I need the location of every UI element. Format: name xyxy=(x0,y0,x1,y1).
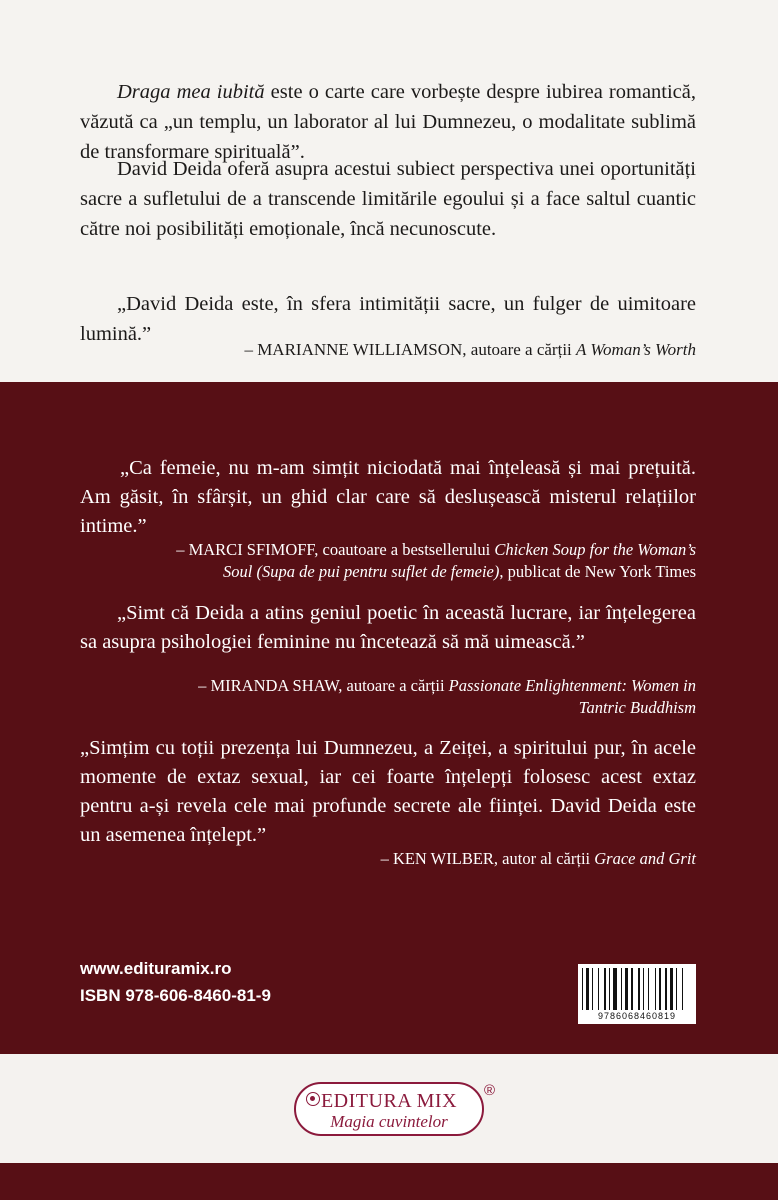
description-text-2: David Deida oferă asupra acestui subiect perspectiva unei oportunități sacre a sufletului de a transcende limitările egoului și a face saltul cuantic către noi posibilități emoționale, încă necunoscute. xyxy=(80,158,696,240)
barcode-bar xyxy=(604,968,606,1010)
sfimoff-attribution xyxy=(160,539,696,583)
logo-tagline: Magia cuvintelor xyxy=(330,1112,448,1131)
attribution-work: Grace and Grit xyxy=(594,849,696,868)
barcode-bar xyxy=(609,968,610,1010)
barcode-bar xyxy=(592,968,593,1010)
barcode-bar xyxy=(682,968,683,1010)
attribution-author: – MIRANDA SHAW, autoare a cărții xyxy=(198,676,449,695)
barcode-bar xyxy=(582,968,583,1010)
editura-mix-logo xyxy=(294,1082,484,1136)
shaw-attribution xyxy=(160,675,696,719)
isbn-barcode xyxy=(578,964,696,1024)
attribution-work: Passionate Enlightenment: Women in Tantric Buddhism xyxy=(448,676,696,717)
attribution-work: A Woman’s Worth xyxy=(576,340,696,359)
back-cover-top-section xyxy=(0,0,778,382)
attribution-work: Chicken Soup for the Woman’s Soul (Supa de pui pentru suflet de femeie) xyxy=(223,540,696,581)
wilber-attribution xyxy=(160,848,696,870)
barcode-bar xyxy=(613,968,617,1010)
barcode-bar xyxy=(631,968,633,1010)
publisher-logo-area xyxy=(0,1054,778,1163)
attribution-author: – MARIANNE WILLIAMSON, autoare a cărții xyxy=(244,340,577,359)
registered-mark: ® xyxy=(484,1082,496,1099)
barcode-number: 9786068460819 xyxy=(597,1011,677,1021)
barcode-bar xyxy=(598,968,599,1010)
isbn: ISBN 978-606-8460-81-9 xyxy=(80,986,271,1005)
barcode-bar xyxy=(665,968,666,1010)
williamson-quote-text: „David Deida este, în sfera intimității sacre, un fulger de uimitoare lumină.” xyxy=(80,293,696,345)
barcode-bar xyxy=(638,968,639,1010)
attribution-author: – MARCI SFIMOFF, coautoare a bestsellerului xyxy=(176,540,495,559)
shaw-quote xyxy=(80,599,696,657)
sfimoff-quote xyxy=(80,454,696,541)
barcode-bar xyxy=(625,968,627,1010)
logo-name: EDITURA MIX xyxy=(320,1090,458,1112)
attribution-suffix: , publicat de New York Times xyxy=(499,562,696,581)
book-title: Draga mea iubită xyxy=(117,81,265,103)
bottom-strip xyxy=(0,1163,778,1200)
description-text-1: este o carte care vorbește despre iubirea romantică, văzută ca „un templu, un laborator al lui Dumnezeu, o modalitate sublimă de transformare spirituală”. xyxy=(80,81,697,163)
barcode-bar xyxy=(670,968,674,1010)
flower-icon xyxy=(306,1092,320,1106)
quote-text: „Simțim cu toții prezența lui Dumnezeu, a Zeiței, a spiritului pur, în acele momente de extaz sexual, iar cei foarte înțelepți folosesc acest extaz pentru a-și revela cele mai profunde secrete ale ființei. David Deida este un asemenea înțelept.” xyxy=(80,737,696,846)
website-link[interactable]: www.edituramix.ro xyxy=(80,959,232,978)
barcode-bar xyxy=(643,968,644,1010)
wilber-quote xyxy=(80,734,696,850)
endorsements-panel xyxy=(0,382,778,1054)
barcode-bar xyxy=(586,968,588,1010)
williamson-attribution xyxy=(136,339,696,360)
barcode-bar xyxy=(648,968,649,1010)
publisher-info xyxy=(80,955,271,1009)
attribution-author: – KEN WILBER, autor al cărții xyxy=(380,849,595,868)
quote-text: „Ca femeie, nu m-am simțit niciodată mai înțeleasă și mai prețuită. Am găsit, în sfârșit, un ghid clar care să deslușească misterul relațiilor intime.” xyxy=(80,457,696,537)
quote-text: „Simt că Deida a atins geniul poetic în această lucrare, iar înțelegerea sa asupra psihologiei feminine nu încetează să mă uimească.” xyxy=(80,602,696,653)
barcode-bar xyxy=(659,968,661,1010)
barcode-bars xyxy=(582,968,692,1010)
barcode-bar xyxy=(676,968,677,1010)
description-paragraph-2 xyxy=(80,154,696,244)
barcode-bar xyxy=(621,968,622,1010)
barcode-bar xyxy=(655,968,656,1010)
